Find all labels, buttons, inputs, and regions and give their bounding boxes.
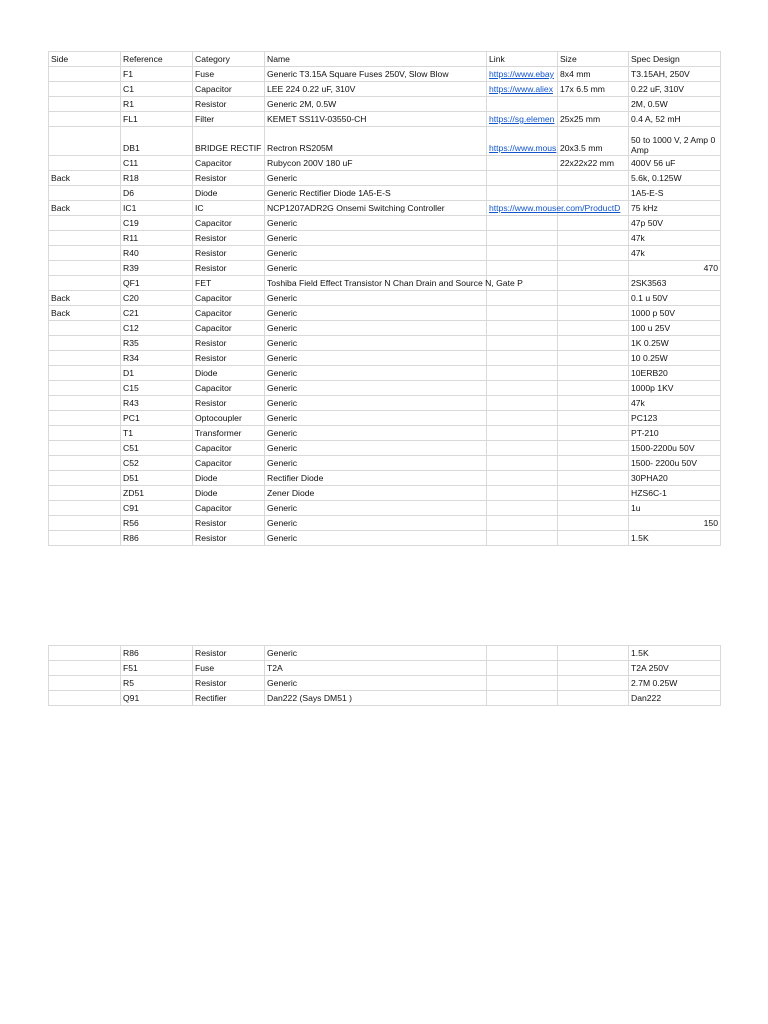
cell-ref[interactable]: C15 [121, 381, 193, 396]
cell-name[interactable]: Generic [265, 216, 487, 231]
cell-side[interactable] [49, 456, 121, 471]
cell-name[interactable]: NCP1207ADR2G Onsemi Switching Controller [265, 201, 487, 216]
cell-size[interactable] [558, 456, 629, 471]
cell-cat[interactable]: Capacitor [193, 291, 265, 306]
bom-table [48, 51, 721, 546]
cell-spec[interactable]: HZS6C-1 [629, 486, 721, 501]
cell-size[interactable] [558, 276, 629, 291]
cell-cat[interactable]: Capacitor [193, 381, 265, 396]
cell-link[interactable] [487, 246, 558, 261]
product-link[interactable]: https://www.ebay [489, 69, 554, 79]
table-row [49, 381, 721, 396]
cell-spec[interactable]: 47k [629, 231, 721, 246]
cell-spec[interactable]: 47p 50V [629, 216, 721, 231]
cell-side[interactable] [49, 321, 121, 336]
cell-name[interactable]: Generic [265, 246, 487, 261]
cell-ref[interactable]: T1 [121, 426, 193, 441]
cell-ref[interactable]: R39 [121, 261, 193, 276]
table-row [49, 396, 721, 411]
cell-side[interactable] [49, 486, 121, 501]
cell-link[interactable] [487, 691, 558, 706]
cell-side[interactable] [49, 67, 121, 82]
cell-ref[interactable]: C91 [121, 501, 193, 516]
cell-ref[interactable]: DB1 [121, 127, 193, 156]
cell-spec[interactable]: 2SK3563 [629, 276, 721, 291]
cell-link[interactable] [487, 231, 558, 246]
cell-size[interactable] [558, 471, 629, 486]
cell-spec[interactable]: 50 to 1000 V, 2 Amp 0 Amp [629, 127, 721, 156]
cell-side[interactable] [49, 381, 121, 396]
cell-size[interactable] [558, 661, 629, 676]
cell-side[interactable] [49, 441, 121, 456]
cell-ref[interactable]: IC1 [121, 201, 193, 216]
cell-size[interactable] [558, 261, 629, 276]
cell-link[interactable] [487, 661, 558, 676]
cell-ref[interactable]: R5 [121, 676, 193, 691]
cell-cat[interactable]: Resistor [193, 231, 265, 246]
cell-spec[interactable]: 5.6k, 0.125W [629, 171, 721, 186]
cell-side[interactable] [49, 231, 121, 246]
cell-cat[interactable]: Capacitor [193, 306, 265, 321]
cell-spec[interactable]: 150 [629, 516, 721, 531]
cell-spec[interactable]: 1u [629, 501, 721, 516]
cell-cat[interactable]: Resistor [193, 516, 265, 531]
table-row [49, 261, 721, 276]
cell-spec[interactable]: 30PHA20 [629, 471, 721, 486]
cell-spec[interactable]: 2M, 0.5W [629, 97, 721, 112]
cell-name[interactable]: Generic [265, 516, 487, 531]
cell-link[interactable] [487, 97, 558, 112]
cell-ref[interactable]: ZD51 [121, 486, 193, 501]
cell-spec[interactable]: 1500-2200u 50V [629, 441, 721, 456]
cell-cat[interactable]: Resistor [193, 246, 265, 261]
cell-link[interactable] [487, 486, 558, 501]
cell-spec[interactable]: 100 u 25V [629, 321, 721, 336]
cell-side[interactable] [49, 351, 121, 366]
cell-size[interactable] [558, 381, 629, 396]
cell-side[interactable] [49, 82, 121, 97]
cell-side[interactable] [49, 366, 121, 381]
cell-cat[interactable]: Diode [193, 486, 265, 501]
cell-cat[interactable]: Capacitor [193, 501, 265, 516]
cell-side[interactable] [49, 426, 121, 441]
cell-side[interactable] [49, 186, 121, 201]
cell-spec[interactable]: T2A 250V [629, 661, 721, 676]
cell-ref[interactable]: F51 [121, 661, 193, 676]
cell-size[interactable] [558, 441, 629, 456]
table-row [49, 201, 721, 216]
cell-size[interactable] [558, 171, 629, 186]
cell-side[interactable] [49, 156, 121, 171]
cell-spec[interactable]: 10 0.25W [629, 351, 721, 366]
cell-link[interactable] [487, 676, 558, 691]
cell-cat[interactable]: FET [193, 276, 265, 291]
cell-size[interactable]: 22x22x22 mm [558, 156, 629, 171]
table-row [49, 411, 721, 426]
cell-spec[interactable]: 2.7M 0.25W [629, 676, 721, 691]
cell-name[interactable]: Generic [265, 456, 487, 471]
cell-spec[interactable]: 470 [629, 261, 721, 276]
cell-ref[interactable]: Q91 [121, 691, 193, 706]
table-row [49, 486, 721, 501]
cell-link[interactable] [487, 127, 558, 156]
cell-name[interactable]: Generic [265, 426, 487, 441]
cell-side[interactable]: Back [49, 291, 121, 306]
cell-ref[interactable]: R43 [121, 396, 193, 411]
cell-side[interactable] [49, 531, 121, 546]
cell-link[interactable] [487, 441, 558, 456]
cell-side[interactable] [49, 97, 121, 112]
cell-link[interactable] [487, 366, 558, 381]
cell-ref[interactable]: C52 [121, 456, 193, 471]
cell-cat[interactable]: Resistor [193, 351, 265, 366]
cell-name[interactable]: Generic [265, 291, 487, 306]
cell-cat[interactable]: Diode [193, 471, 265, 486]
table-row [49, 691, 721, 706]
cell-name[interactable]: Generic [265, 531, 487, 546]
cell-size[interactable]: 17x 6.5 mm [558, 82, 629, 97]
table-row [49, 441, 721, 456]
cell-size[interactable] [558, 321, 629, 336]
cell-name[interactable]: Generic [265, 441, 487, 456]
cell-spec[interactable]: 0.22 uF, 310V [629, 82, 721, 97]
cell-name[interactable]: Toshiba Field Effect Transistor N Chan Drain and Source N, Gate P [265, 276, 487, 291]
table-row [49, 646, 721, 661]
cell-spec[interactable]: 10ERB20 [629, 366, 721, 381]
table-row [49, 366, 721, 381]
cell-link[interactable] [487, 321, 558, 336]
cell-name[interactable]: Generic [265, 381, 487, 396]
cell-size[interactable] [558, 676, 629, 691]
table-row [49, 186, 721, 201]
cell-ref[interactable]: R34 [121, 351, 193, 366]
cell-cat[interactable]: Resistor [193, 171, 265, 186]
cell-spec[interactable]: 47k [629, 246, 721, 261]
cell-cat[interactable]: Capacitor [193, 441, 265, 456]
cell-name[interactable]: Generic [265, 676, 487, 691]
cell-cat[interactable]: Resistor [193, 261, 265, 276]
cell-name[interactable]: Generic [265, 366, 487, 381]
table-row [49, 426, 721, 441]
cell-side[interactable] [49, 661, 121, 676]
cell-side[interactable] [49, 691, 121, 706]
header-cell-link[interactable]: Link [487, 52, 558, 67]
cell-spec[interactable]: 1A5-E-S [629, 186, 721, 201]
cell-side[interactable] [49, 127, 121, 156]
cell-size[interactable] [558, 396, 629, 411]
cell-side[interactable] [49, 676, 121, 691]
cell-cat[interactable]: Resistor [193, 676, 265, 691]
cell-link[interactable] [487, 261, 558, 276]
cell-cat[interactable]: BRIDGE RECTIF [193, 127, 265, 156]
cell-link[interactable] [487, 351, 558, 366]
cell-ref[interactable]: R86 [121, 531, 193, 546]
cell-link[interactable] [487, 336, 558, 351]
cell-cat[interactable]: Resistor [193, 646, 265, 661]
cell-size[interactable] [558, 97, 629, 112]
cell-side[interactable] [49, 501, 121, 516]
cell-spec[interactable]: 1.5K [629, 531, 721, 546]
cell-size[interactable] [558, 516, 629, 531]
cell-ref[interactable]: C11 [121, 156, 193, 171]
cell-link[interactable] [487, 516, 558, 531]
table-row [49, 82, 721, 97]
header-row [49, 52, 721, 67]
cell-name[interactable]: Generic [265, 261, 487, 276]
cell-link[interactable] [487, 456, 558, 471]
cell-size[interactable] [558, 351, 629, 366]
cell-size[interactable] [558, 691, 629, 706]
cell-name[interactable]: Generic [265, 231, 487, 246]
table-row [49, 97, 721, 112]
cell-side[interactable] [49, 216, 121, 231]
cell-ref[interactable]: R86 [121, 646, 193, 661]
cell-ref[interactable]: C51 [121, 441, 193, 456]
cell-side[interactable] [49, 471, 121, 486]
cell-cat[interactable]: Resistor [193, 97, 265, 112]
table-row [49, 276, 721, 291]
cell-cat[interactable]: Diode [193, 366, 265, 381]
cell-name[interactable]: Zener Diode [265, 486, 487, 501]
cell-size[interactable] [558, 291, 629, 306]
cell-side[interactable] [49, 261, 121, 276]
cell-side[interactable] [49, 646, 121, 661]
bom-table-extra [48, 645, 721, 706]
cell-name[interactable]: Generic [265, 336, 487, 351]
header-cell-reference[interactable]: Reference [121, 52, 193, 67]
cell-name[interactable]: Generic [265, 646, 487, 661]
table-row [49, 306, 721, 321]
cell-name[interactable]: LEE 224 0.22 uF, 310V [265, 82, 487, 97]
product-link[interactable]: https://sg.elemen [489, 114, 555, 124]
cell-name[interactable]: Rectifier Diode [265, 471, 487, 486]
cell-spec[interactable]: 400V 56 uF [629, 156, 721, 171]
cell-link[interactable] [487, 291, 558, 306]
cell-size[interactable] [558, 216, 629, 231]
cell-link[interactable] [487, 156, 558, 171]
cell-name[interactable]: Generic [265, 321, 487, 336]
cell-ref[interactable]: R40 [121, 246, 193, 261]
cell-name[interactable]: Generic 2M, 0.5W [265, 97, 487, 112]
header-cell-size[interactable]: Size [558, 52, 629, 67]
cell-size[interactable] [558, 426, 629, 441]
cell-link[interactable] [487, 501, 558, 516]
cell-ref[interactable]: PC1 [121, 411, 193, 426]
cell-link[interactable] [487, 186, 558, 201]
cell-size[interactable] [558, 186, 629, 201]
table-row [49, 216, 721, 231]
cell-ref[interactable]: R18 [121, 171, 193, 186]
cell-name[interactable]: Generic [265, 501, 487, 516]
cell-size[interactable] [558, 366, 629, 381]
cell-spec[interactable]: 1500- 2200u 50V [629, 456, 721, 471]
cell-ref[interactable]: R56 [121, 516, 193, 531]
cell-name[interactable]: Generic Rectifier Diode 1A5-E-S [265, 186, 487, 201]
cell-side[interactable] [49, 246, 121, 261]
cell-ref[interactable]: C19 [121, 216, 193, 231]
cell-spec[interactable]: 1000 p 50V [629, 306, 721, 321]
cell-size[interactable] [558, 231, 629, 246]
cell-side[interactable]: Back [49, 171, 121, 186]
cell-size[interactable] [558, 306, 629, 321]
cell-size[interactable] [558, 486, 629, 501]
cell-cat[interactable]: Capacitor [193, 321, 265, 336]
header-cell-category[interactable]: Category [193, 52, 265, 67]
cell-spec[interactable]: 1000p 1KV [629, 381, 721, 396]
cell-ref[interactable]: R1 [121, 97, 193, 112]
cell-link[interactable] [487, 396, 558, 411]
cell-side[interactable] [49, 411, 121, 426]
table-row [49, 516, 721, 531]
cell-cat[interactable]: Capacitor [193, 456, 265, 471]
table-row [49, 676, 721, 691]
cell-spec[interactable]: 1K 0.25W [629, 336, 721, 351]
cell-name[interactable]: Generic T3.15A Square Fuses 250V, Slow Blow [265, 67, 487, 82]
cell-cat[interactable]: Filter [193, 112, 265, 127]
cell-link[interactable] [487, 411, 558, 426]
header-cell-spec-design[interactable]: Spec Design [629, 52, 721, 67]
cell-ref[interactable]: D1 [121, 366, 193, 381]
cell-link[interactable] [487, 201, 621, 216]
cell-cat[interactable]: Resistor [193, 336, 265, 351]
cell-cat[interactable]: Transformer [193, 426, 265, 441]
cell-cat[interactable]: IC [193, 201, 265, 216]
table-row [49, 471, 721, 486]
cell-ref[interactable]: F1 [121, 67, 193, 82]
cell-size[interactable] [558, 246, 629, 261]
cell-side[interactable]: Back [49, 306, 121, 321]
cell-ref[interactable]: D51 [121, 471, 193, 486]
table-row [49, 67, 721, 82]
cell-cat[interactable]: Resistor [193, 396, 265, 411]
cell-name[interactable]: KEMET SS11V-03550-CH [265, 112, 487, 127]
table-row [49, 661, 721, 676]
cell-spec[interactable]: 0.1 u 50V [629, 291, 721, 306]
cell-side[interactable]: Back [49, 201, 121, 216]
cell-ref[interactable]: R35 [121, 336, 193, 351]
cell-ref[interactable]: QF1 [121, 276, 193, 291]
cell-size[interactable] [558, 646, 629, 661]
cell-side[interactable] [49, 276, 121, 291]
cell-link[interactable] [487, 82, 558, 97]
table-row [49, 156, 721, 171]
cell-cat[interactable]: Resistor [193, 531, 265, 546]
cell-ref[interactable]: C21 [121, 306, 193, 321]
cell-side[interactable] [49, 112, 121, 127]
header-cell-side[interactable]: Side [49, 52, 121, 67]
cell-link[interactable] [487, 112, 558, 127]
table-row [49, 351, 721, 366]
cell-ref[interactable]: FL1 [121, 112, 193, 127]
cell-ref[interactable]: D6 [121, 186, 193, 201]
cell-ref[interactable]: C1 [121, 82, 193, 97]
table-row [49, 291, 721, 306]
cell-cat[interactable]: Capacitor [193, 82, 265, 97]
cell-link[interactable] [487, 531, 558, 546]
cell-name[interactable]: Rectron RS205M [265, 127, 487, 156]
cell-ref[interactable]: C20 [121, 291, 193, 306]
cell-name[interactable]: T2A [265, 661, 487, 676]
cell-spec[interactable]: PC123 [629, 411, 721, 426]
cell-spec[interactable]: 75 kHz [629, 201, 721, 216]
cell-size[interactable] [558, 531, 629, 546]
cell-link[interactable] [487, 381, 558, 396]
table-row [49, 501, 721, 516]
cell-link[interactable] [487, 306, 558, 321]
cell-cat[interactable]: Diode [193, 186, 265, 201]
cell-size[interactable]: 8x4 mm [558, 67, 629, 82]
cell-name[interactable]: Dan222 (Says DM51 ) [265, 691, 487, 706]
cell-name[interactable]: Rubycon 200V 180 uF [265, 156, 487, 171]
cell-side[interactable] [49, 516, 121, 531]
header-cell-name[interactable]: Name [265, 52, 487, 67]
table-row [49, 112, 721, 127]
table-row [49, 321, 721, 336]
cell-side[interactable] [49, 396, 121, 411]
cell-cat[interactable]: Capacitor [193, 216, 265, 231]
cell-spec[interactable]: PT-210 [629, 426, 721, 441]
table-row [49, 231, 721, 246]
cell-spec[interactable]: Dan222 [629, 691, 721, 706]
table-row [49, 531, 721, 546]
product-link[interactable]: https://www.mouser.com/ProductD [489, 203, 621, 213]
cell-cat[interactable]: Rectifier [193, 691, 265, 706]
cell-cat[interactable]: Fuse [193, 67, 265, 82]
cell-cat[interactable]: Capacitor [193, 156, 265, 171]
cell-link[interactable] [487, 426, 558, 441]
table-row [49, 456, 721, 471]
cell-link[interactable] [487, 216, 558, 231]
table-row [49, 171, 721, 186]
cell-cat[interactable]: Fuse [193, 661, 265, 676]
cell-name[interactable]: Generic [265, 351, 487, 366]
cell-link[interactable] [487, 471, 558, 486]
cell-ref[interactable]: C12 [121, 321, 193, 336]
cell-name[interactable]: Generic [265, 396, 487, 411]
cell-link[interactable] [487, 67, 558, 82]
cell-size[interactable] [558, 336, 629, 351]
table-row [49, 246, 721, 261]
cell-spec[interactable]: 1.5K [629, 646, 721, 661]
cell-size[interactable]: 25x25 mm [558, 112, 629, 127]
cell-name[interactable]: Generic [265, 171, 487, 186]
cell-spec[interactable]: 0.4 A, 52 mH [629, 112, 721, 127]
cell-link[interactable] [487, 646, 558, 661]
cell-name[interactable]: Generic [265, 411, 487, 426]
cell-size[interactable]: 20x3.5 mm [558, 127, 629, 156]
cell-side[interactable] [49, 336, 121, 351]
table-row [49, 336, 721, 351]
cell-ref[interactable]: R11 [121, 231, 193, 246]
cell-spec[interactable]: 47k [629, 396, 721, 411]
table-row [49, 127, 721, 156]
cell-size[interactable] [558, 411, 629, 426]
cell-size[interactable] [558, 501, 629, 516]
cell-cat[interactable]: Optocoupler [193, 411, 265, 426]
cell-link[interactable] [487, 171, 558, 186]
cell-spec[interactable]: T3.15AH, 250V [629, 67, 721, 82]
cell-name[interactable]: Generic [265, 306, 487, 321]
product-link[interactable]: https://www.mous [489, 143, 557, 153]
product-link[interactable]: https://www.aliex [489, 84, 553, 94]
